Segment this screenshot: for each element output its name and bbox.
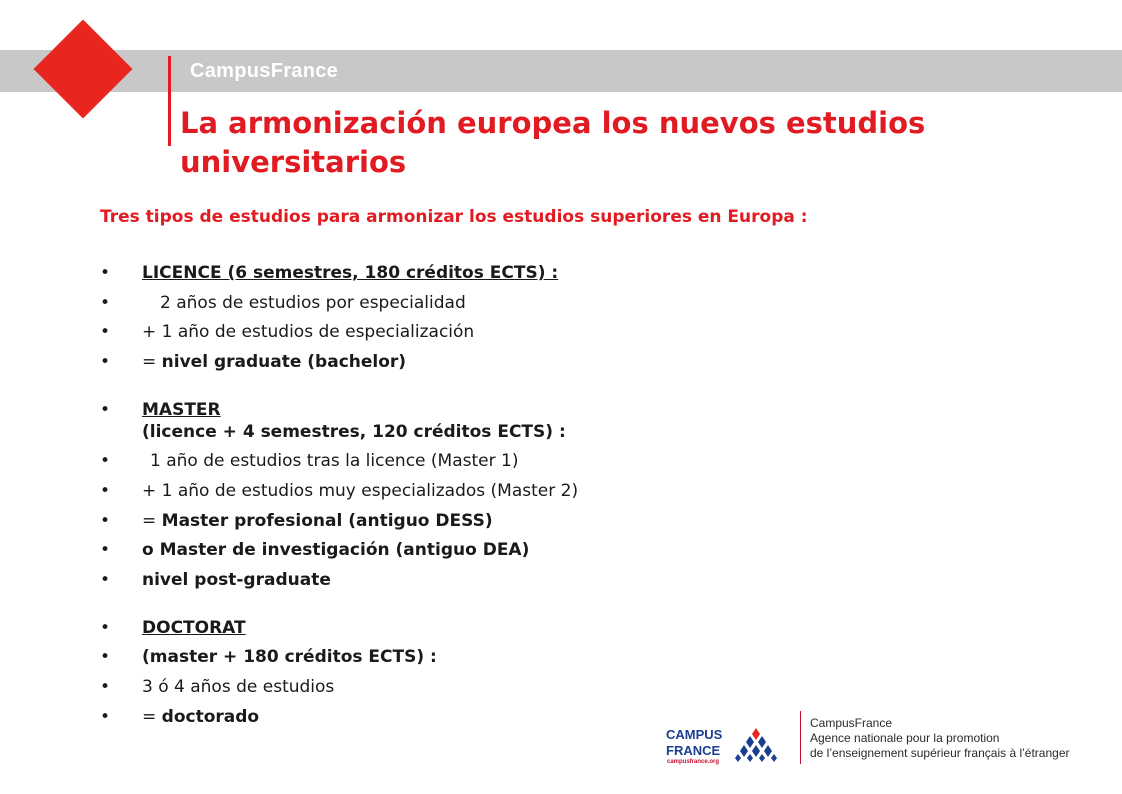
- doctorat-heading: DOCTORAT: [142, 617, 246, 638]
- title-rule: [168, 56, 171, 146]
- list-item: [100, 292, 1000, 314]
- footer-line: CampusFrance: [810, 716, 893, 730]
- list-item-text: nivel post-graduate: [142, 569, 331, 590]
- logo-word-bottom: FRANCE: [666, 743, 721, 758]
- list-item-text: nivel graduate (bachelor): [161, 351, 407, 372]
- list-item: [100, 569, 1000, 591]
- master-heading: MASTER: [142, 399, 221, 420]
- slide-content: [100, 206, 1000, 735]
- brand-diamond-icon: [34, 20, 133, 119]
- list-item-text: 3 ó 4 años de estudios: [142, 676, 335, 697]
- logo-triangle-icon: [732, 726, 780, 762]
- list-item: [100, 399, 1000, 443]
- list-item-text: Master profesional (antiguo DESS): [161, 510, 493, 531]
- list-item: [100, 480, 1000, 502]
- list-item: [100, 617, 1000, 639]
- list-item: [100, 646, 1000, 668]
- list-item: [100, 450, 1000, 472]
- licence-heading: LICENCE (6 semestres, 180 créditos ECTS) :: [142, 263, 559, 283]
- master-heading-detail: (licence + 4 semestres, 120 créditos ECTS) :: [142, 421, 566, 442]
- list-item-prefix: =: [142, 351, 162, 372]
- footer-line: de l’enseignement supérieur français à l’étranger: [810, 746, 1070, 760]
- list-item-text: doctorado: [161, 706, 260, 727]
- list-item: [100, 510, 1000, 532]
- intro-text: Tres tipos de estudios para armonizar los estudios superiores en Europa :: [100, 207, 808, 227]
- list-item: [100, 539, 1000, 561]
- list-item-text: + 1 año de estudios muy especializados (Master 2): [142, 480, 579, 501]
- list-item-text: 2 años de estudios por especialidad: [160, 292, 466, 313]
- list-item-text: (master + 180 créditos ECTS) :: [142, 647, 437, 668]
- footer-line: Agence nationale pour la promotion: [810, 731, 1000, 745]
- list-item-text: o Master de investigación (antiguo DEA): [142, 540, 530, 561]
- list-item-text: + 1 año de estudios de especialización: [142, 322, 475, 343]
- list-item: [100, 351, 1000, 373]
- list-item: [100, 262, 1000, 284]
- list-item-prefix: =: [142, 706, 162, 727]
- campusfrance-logo: [664, 720, 782, 768]
- slide-title: La armonización europea los nuevos estudios universitarios: [180, 106, 926, 179]
- list-item-text: 1 año de estudios tras la licence (Master 1): [150, 451, 519, 472]
- list-item: [100, 321, 1000, 343]
- list-item-prefix: =: [142, 510, 162, 531]
- header-brand: CampusFrance: [190, 60, 339, 82]
- bullet-list: [100, 262, 1000, 728]
- logo-url: campusfrance.org: [667, 759, 720, 765]
- footer-address: [810, 716, 1069, 761]
- list-item: [100, 676, 1000, 698]
- logo-word-top: CAMPUS: [666, 727, 723, 742]
- footer-rule: [800, 711, 801, 764]
